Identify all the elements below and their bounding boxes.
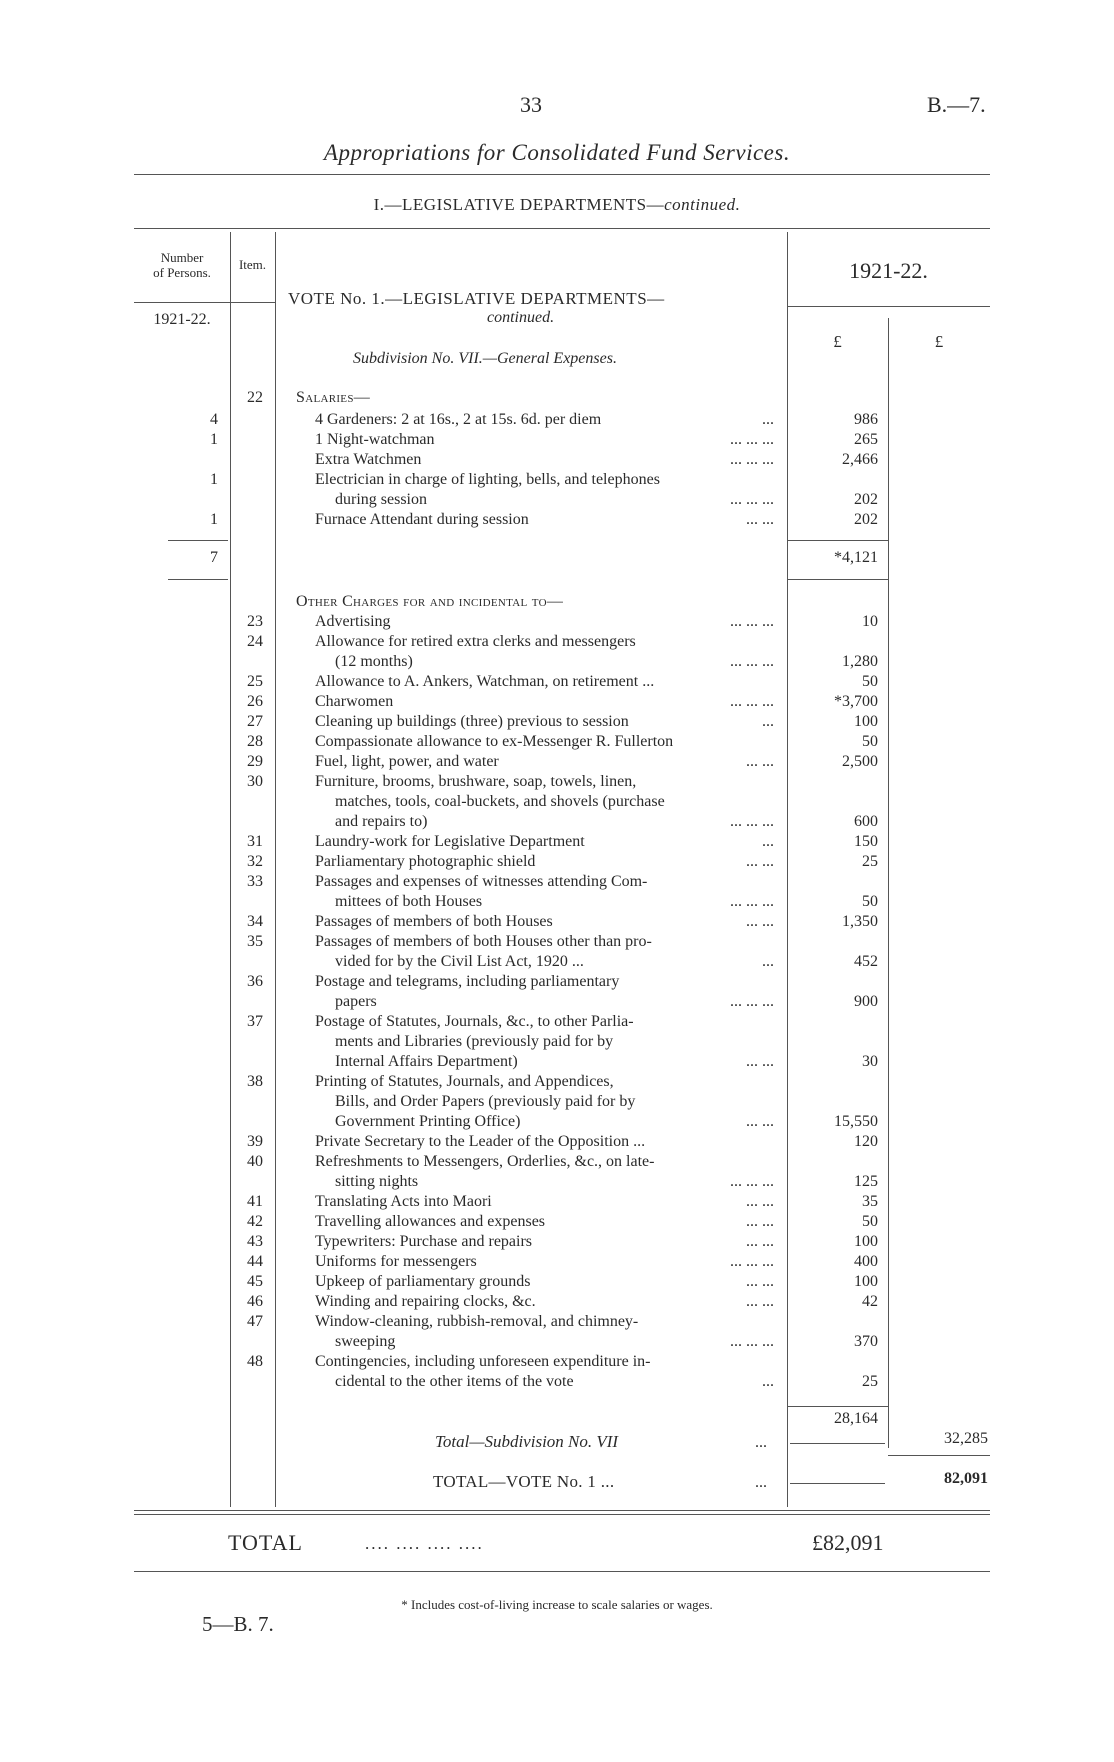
item-amount: 600 xyxy=(854,813,878,830)
table-row xyxy=(0,410,1114,430)
item-amount: 1,350 xyxy=(842,913,878,930)
persons-count: 1 xyxy=(210,471,218,488)
leader-dots: ... ... xyxy=(746,511,774,528)
leader-dots: ... ... xyxy=(746,1273,774,1290)
item-number: 45 xyxy=(247,1273,263,1290)
item-amount: 1,280 xyxy=(842,653,878,670)
item-description: Passages of members of both Houses other than pro- xyxy=(315,933,652,950)
table-row xyxy=(0,510,1114,530)
item-number: 41 xyxy=(247,1193,263,1210)
table-row xyxy=(0,388,1114,408)
item-amount: 370 xyxy=(854,1333,878,1350)
table-row xyxy=(0,772,1114,792)
leader-dots: ... ... xyxy=(746,913,774,930)
page-title: Appropriations for Consolidated Fund Services. xyxy=(323,140,791,165)
item-amount: 25 xyxy=(862,853,878,870)
item-number: 35 xyxy=(247,933,263,950)
footer-signature-code: 5—B. 7. xyxy=(202,1612,274,1636)
leader-dots: ... ... ... xyxy=(730,491,774,508)
table-row xyxy=(0,652,1114,672)
item-amount: 2,466 xyxy=(842,451,878,468)
item-description: matches, tools, coal-buckets, and shovels (purchase xyxy=(335,793,665,810)
table-row xyxy=(0,1272,1114,1292)
item-number: 42 xyxy=(247,1213,263,1230)
table-row xyxy=(0,872,1114,892)
item-amount: 900 xyxy=(854,993,878,1010)
table-row xyxy=(0,450,1114,470)
item-number: 34 xyxy=(247,913,263,930)
item-number: 40 xyxy=(247,1153,263,1170)
item-number: 29 xyxy=(247,753,263,770)
item-amount: 100 xyxy=(854,1233,878,1250)
item-amount: 202 xyxy=(854,491,878,508)
table-row xyxy=(0,1072,1114,1092)
item-amount: *4,121 xyxy=(834,549,878,566)
persons-count: 4 xyxy=(210,411,218,428)
subdivision-total-dash xyxy=(790,1443,885,1444)
item-number: 47 xyxy=(247,1313,263,1330)
item-description: Passages and expenses of witnesses attending Com- xyxy=(315,873,648,890)
persons-count: 1 xyxy=(210,511,218,528)
table-row xyxy=(0,752,1114,772)
page-number: 33 xyxy=(520,92,542,117)
item-amount: 265 xyxy=(854,431,878,448)
table-row xyxy=(0,612,1114,632)
item-number: 38 xyxy=(247,1073,263,1090)
leader-dots: ... ... ... xyxy=(730,1253,774,1270)
table-row xyxy=(0,952,1114,972)
item-number: 27 xyxy=(247,713,263,730)
table-row xyxy=(0,1112,1114,1132)
table-row xyxy=(0,892,1114,912)
persons-count: 1 xyxy=(210,431,218,448)
section-title-main: I.—LEGISLATIVE DEPARTMENTS— xyxy=(373,195,665,214)
table-row xyxy=(0,1292,1114,1312)
grand-total-amount: £82,091 xyxy=(812,1530,884,1555)
item-description: Fuel, light, power, and water xyxy=(315,753,499,770)
item-amount: 30 xyxy=(862,1053,878,1070)
persons-year: 1921-22. xyxy=(153,311,211,328)
item-amount: 120 xyxy=(854,1133,878,1150)
item-amount: 15,550 xyxy=(834,1113,878,1130)
persons-subtotal-rule xyxy=(168,540,228,541)
item-amount: 202 xyxy=(854,511,878,528)
leader-dots: ... ... ... xyxy=(730,1333,774,1350)
table-row xyxy=(0,1352,1114,1372)
leader-dots: ... xyxy=(762,833,774,850)
item-description: Passages of members of both Houses xyxy=(315,913,553,930)
persons-count: 7 xyxy=(210,549,218,566)
item-amount: 400 xyxy=(854,1253,878,1270)
item-amount: 42 xyxy=(862,1293,878,1310)
pound-sign-column-1: £ xyxy=(833,332,842,351)
section-title-continued: continued. xyxy=(664,195,741,214)
item-description: (12 months) xyxy=(335,653,413,670)
item-amount: 50 xyxy=(862,1213,878,1230)
persons-subtotal-bottom-rule xyxy=(168,579,228,580)
item-description: Window-cleaning, rubbish-removal, and chimney- xyxy=(315,1313,639,1330)
table-row xyxy=(0,692,1114,712)
leader-dots: ... ... xyxy=(746,853,774,870)
vote-total-dots: ... xyxy=(755,1474,767,1491)
item-amount: 452 xyxy=(854,953,878,970)
table-row xyxy=(0,430,1114,450)
table-bottom-rule xyxy=(134,1510,990,1511)
item-number: 39 xyxy=(247,1133,263,1150)
table-row xyxy=(0,792,1114,812)
category-heading: Salaries— xyxy=(296,389,371,406)
item-description: Upkeep of parliamentary grounds xyxy=(315,1273,531,1290)
item-description: Furnace Attendant during session xyxy=(315,511,529,528)
table-row xyxy=(0,470,1114,490)
item-number: 30 xyxy=(247,773,263,790)
item-number: 44 xyxy=(247,1253,263,1270)
item-number: 24 xyxy=(247,633,263,650)
table-row xyxy=(0,1132,1114,1152)
table-row xyxy=(0,1012,1114,1032)
item-description: vided for by the Civil List Act, 1920 ... xyxy=(335,953,584,970)
table-row xyxy=(0,632,1114,652)
subdivision-sum: 28,164 xyxy=(834,1410,878,1427)
item-amount: 10 xyxy=(862,613,878,630)
year-column-header: 1921-22. xyxy=(849,258,928,283)
leader-dots: ... ... ... xyxy=(730,893,774,910)
item-description: Bills, and Order Papers (previously paid for by xyxy=(335,1093,636,1110)
subdivision-total-dots: ... xyxy=(755,1434,767,1451)
item-description: Contingencies, including unforeseen expenditure in- xyxy=(315,1353,651,1370)
item-description: Compassionate allowance to ex-Messenger R. Fullerton xyxy=(315,733,674,750)
item-number: 26 xyxy=(247,693,263,710)
table-row xyxy=(0,672,1114,692)
item-description: Government Printing Office) xyxy=(335,1113,521,1130)
item-description: Charwomen xyxy=(315,693,394,710)
leader-dots: ... ... ... xyxy=(730,431,774,448)
item-description: Furniture, brooms, brushware, soap, towels, linen, xyxy=(315,773,637,790)
leader-dots: ... ... ... xyxy=(730,813,774,830)
item-number: 23 xyxy=(247,613,263,630)
table-row xyxy=(0,1092,1114,1112)
vote-title-continued: continued. xyxy=(487,309,555,326)
leader-dots: ... ... ... xyxy=(730,613,774,630)
item-description: papers xyxy=(335,993,377,1010)
table-row xyxy=(0,812,1114,832)
leader-dots: ... ... ... xyxy=(730,451,774,468)
table-row xyxy=(0,932,1114,952)
item-description: Internal Affairs Department) xyxy=(335,1053,518,1070)
grand-total-dots: .... .... .... .... xyxy=(365,1534,484,1553)
table-row xyxy=(0,490,1114,510)
item-amount: *3,700 xyxy=(834,693,878,710)
item-description: Extra Watchmen xyxy=(315,451,422,468)
item-amount: 35 xyxy=(862,1193,878,1210)
item-description: Allowance for retired extra clerks and messengers xyxy=(315,633,636,650)
item-description: Typewriters: Purchase and repairs xyxy=(315,1233,533,1250)
item-description: Cleaning up buildings (three) previous to session xyxy=(315,713,629,730)
salaries-subtotal-bottom-rule xyxy=(787,579,888,580)
leader-dots: ... xyxy=(762,953,774,970)
item-amount: 100 xyxy=(854,713,878,730)
leader-dots: ... ... xyxy=(746,1193,774,1210)
subdivision-total-amount: 32,285 xyxy=(944,1430,988,1447)
item-description: Private Secretary to the Leader of the Opposition ... xyxy=(315,1133,646,1150)
leader-dots: ... ... xyxy=(746,1213,774,1230)
item-number: 32 xyxy=(247,853,263,870)
leader-dots: ... ... ... xyxy=(730,993,774,1010)
item-number: 48 xyxy=(247,1353,263,1370)
item-number: 46 xyxy=(247,1293,263,1310)
leader-dots: ... xyxy=(762,1373,774,1390)
vote-title: VOTE No. 1.—LEGISLATIVE DEPARTMENTS— xyxy=(288,289,665,308)
table-row xyxy=(0,592,1114,612)
leader-dots: ... ... ... xyxy=(730,1173,774,1190)
persons-header-line-1: Number xyxy=(160,250,204,265)
item-description: Refreshments to Messengers, Orderlies, &c., on late- xyxy=(315,1153,655,1170)
leader-dots: ... ... xyxy=(746,1233,774,1250)
table-row xyxy=(0,548,1114,568)
item-description: Laundry-work for Legislative Department xyxy=(315,833,585,850)
item-description: Winding and repairing clocks, &c. xyxy=(315,1293,536,1310)
item-amount: 50 xyxy=(862,673,878,690)
subdivision-title: Subdivision No. VII.—General Expenses. xyxy=(353,350,617,367)
item-amount: 50 xyxy=(862,733,878,750)
item-description: Travelling allowances and expenses xyxy=(315,1213,546,1230)
table-row xyxy=(0,992,1114,1012)
table-row xyxy=(0,972,1114,992)
item-number: 33 xyxy=(247,873,263,890)
table-row xyxy=(0,1312,1114,1332)
table-row xyxy=(0,1232,1114,1252)
item-number: 28 xyxy=(247,733,263,750)
document-code: B.—7. xyxy=(927,92,986,117)
persons-header-line-2: of Persons. xyxy=(153,265,211,280)
table-row xyxy=(0,1252,1114,1272)
item-description: cidental to the other items of the vote xyxy=(335,1373,574,1390)
item-number: 36 xyxy=(247,973,263,990)
table-row xyxy=(0,852,1114,872)
table-bottom-rule-2 xyxy=(134,1514,990,1515)
item-number: 22 xyxy=(247,389,263,406)
table-row xyxy=(0,732,1114,752)
pound-sign-column-2: £ xyxy=(934,332,944,351)
leader-dots: ... ... xyxy=(746,1053,774,1070)
table-row xyxy=(0,1192,1114,1212)
table-row xyxy=(0,712,1114,732)
leader-dots: ... ... xyxy=(746,753,774,770)
item-description: Postage of Statutes, Journals, &c., to other Parlia- xyxy=(315,1013,634,1030)
subdivision-sum-rule xyxy=(787,1406,888,1407)
grand-total-rule xyxy=(134,1571,990,1572)
item-amount: 125 xyxy=(854,1173,878,1190)
item-description: Postage and telegrams, including parliamentary xyxy=(315,973,620,990)
table-row xyxy=(0,1332,1114,1352)
salaries-subtotal-rule xyxy=(787,540,888,541)
table-row xyxy=(0,912,1114,932)
item-description: Advertising xyxy=(315,613,391,630)
item-number: 31 xyxy=(247,833,263,850)
category-heading: Other Charges for and incidental to— xyxy=(296,593,564,610)
table-row xyxy=(0,1212,1114,1232)
item-description: Electrician in charge of lighting, bells, and telephones xyxy=(315,471,660,488)
item-description: 4 Gardeners: 2 at 16s., 2 at 15s. 6d. per diem xyxy=(315,411,602,428)
item-number: 25 xyxy=(247,673,263,690)
item-description: during session xyxy=(335,491,427,508)
item-amount: 2,500 xyxy=(842,753,878,770)
vote-total-amount: 82,091 xyxy=(944,1470,988,1487)
item-description: Parliamentary photographic shield xyxy=(315,853,536,870)
item-number: 43 xyxy=(247,1233,263,1250)
item-description: mittees of both Houses xyxy=(335,893,483,910)
item-column-header: Item. xyxy=(238,257,267,272)
table-row xyxy=(0,1052,1114,1072)
leader-dots: ... xyxy=(762,713,774,730)
leader-dots: ... xyxy=(762,411,774,428)
item-amount: 150 xyxy=(854,833,878,850)
item-amount: 25 xyxy=(862,1373,878,1390)
item-amount: 986 xyxy=(854,411,878,428)
item-description: Printing of Statutes, Journals, and Appendices, xyxy=(315,1073,614,1090)
item-description: ments and Libraries (previously paid for by xyxy=(335,1033,614,1050)
item-description: sitting nights xyxy=(335,1173,419,1190)
subdivision-total-label: Total—Subdivision No. VII xyxy=(435,1432,619,1451)
item-amount: 100 xyxy=(854,1273,878,1290)
grand-total-label: TOTAL xyxy=(228,1530,303,1555)
vote-total-dash xyxy=(790,1483,885,1484)
item-amount: 50 xyxy=(862,893,878,910)
table-row xyxy=(0,1032,1114,1052)
vote-total-label: TOTAL—VOTE No. 1 ... xyxy=(433,1472,615,1491)
item-description: and repairs to) xyxy=(335,813,428,830)
subdivision-total-rule xyxy=(888,1455,990,1456)
leader-dots: ... ... xyxy=(746,1293,774,1310)
item-description: Allowance to A. Ankers, Watchman, on retirement ... xyxy=(315,673,655,690)
item-description: Uniforms for messengers xyxy=(315,1253,477,1270)
leader-dots: ... ... xyxy=(746,1113,774,1130)
item-description: 1 Night-watchman xyxy=(315,431,435,448)
table-row xyxy=(0,1172,1114,1192)
leader-dots: ... ... ... xyxy=(730,653,774,670)
table-row xyxy=(0,1152,1114,1172)
table-row xyxy=(0,832,1114,852)
item-number: 37 xyxy=(247,1013,263,1030)
item-description: sweeping xyxy=(335,1333,396,1350)
item-description: Translating Acts into Maori xyxy=(315,1193,492,1210)
table-row xyxy=(0,1372,1114,1392)
footnote: * Includes cost-of-living increase to scale salaries or wages. xyxy=(401,1597,713,1612)
leader-dots: ... ... ... xyxy=(730,693,774,710)
